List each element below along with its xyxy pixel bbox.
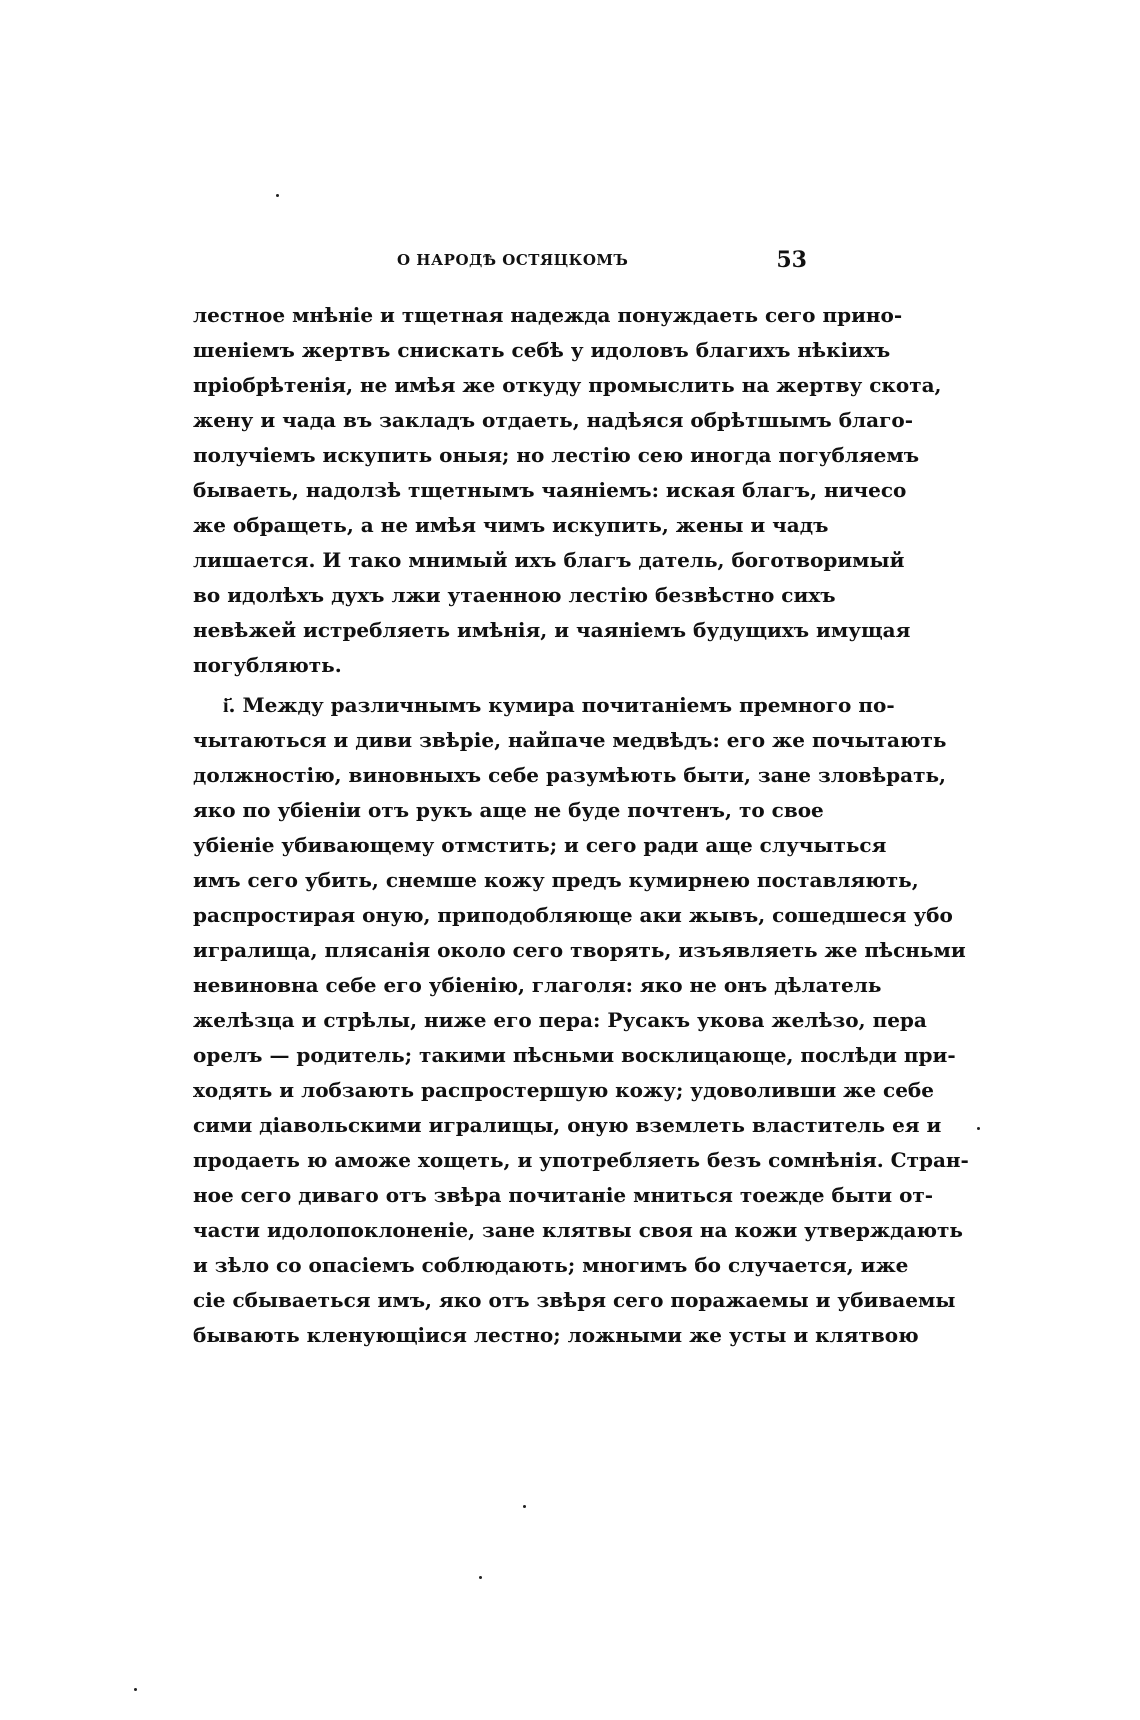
text-line: же обращеть, а не имѣя чимъ искупить, жены и чадъ — [193, 513, 829, 537]
text-line: ходять и лобзають распростершую кожу; удоволивши же себе — [193, 1078, 934, 1102]
text-line: части идолопоклоненіе, зане клятвы своя на кожи утверждають — [193, 1218, 963, 1242]
text-line: распростирая оную, приподобляюще аки жывъ, сошедшеся убо — [193, 903, 953, 927]
running-head — [195, 247, 807, 277]
text-line: жену и чада въ закладъ отдаеть, надѣяся обрѣтшымъ благо- — [193, 408, 913, 432]
text-line: бывають кленующіися лестно; ложными же усты и клятвою — [193, 1323, 919, 1347]
text-line: сими діавольскими игралищы, оную вземлеть властитель ея и — [193, 1113, 942, 1137]
text-line: невѣжей истребляеть имѣнія, и чаяніемъ будущихъ имущая — [193, 618, 911, 642]
text-line: продаеть ю аможе хощеть, и употребляеть безъ сомнѣнія. Стран- — [193, 1148, 969, 1172]
scan-speck — [479, 1576, 482, 1579]
text-line: имъ сего убить, снемше кожу предъ кумирнею поставляють, — [193, 868, 919, 892]
text-line: і҃. Между различнымъ кумира почитаніемъ премного по- — [223, 693, 895, 717]
text-line: ное сего диваго отъ звѣра почитаніе мниться тоежде быти от- — [193, 1183, 934, 1207]
text-line: игралища, плясанія около сего творять, изъявляеть же пѣсньми — [193, 938, 966, 962]
scan-speck — [276, 194, 279, 197]
scan-speck — [523, 1505, 526, 1508]
text-line: получіемъ искупить оныя; но лестію сею иногда погубляемъ — [193, 443, 920, 467]
text-line: погубляють. — [193, 653, 342, 677]
text-line: орелъ — родитель; такими пѣсньми восклицающе, послѣди при- — [193, 1043, 956, 1067]
text-line: чытаються и диви звѣріе, найпаче медвѣдъ: его же почытають — [193, 728, 947, 752]
running-title: О НАРОДѢ ОСТЯЦКОМЪ — [397, 251, 629, 269]
text-line: бываеть, надолзѣ тщетнымъ чаяніемъ: иская благъ, ничесо — [193, 478, 907, 502]
page-number: 53 — [776, 247, 807, 273]
body-text — [193, 298, 969, 1353]
text-line: и зѣло со опасіемъ соблюдають; многимъ бо случается, иже — [193, 1253, 909, 1277]
text-line: желѣзца и стрѣлы, ниже его пера: Русакъ укова желѣзо, пера — [193, 1008, 927, 1032]
text-line: шеніемъ жертвъ снискать себѣ у идоловъ благихъ нѣкіихъ — [193, 338, 891, 362]
text-line: лестное мнѣніе и тщетная надежда понуждаеть сего прино- — [193, 303, 903, 327]
text-line: пріобрѣтенія, не имѣя же откуду промыслить на жертву скота, — [193, 373, 942, 397]
text-line: яко по убіеніи отъ рукъ аще не буде почтенъ, то свое — [193, 798, 824, 822]
text-line: лишается. И тако мнимый ихъ благъ датель, боготворимый — [193, 548, 905, 572]
text-line: во идолѣхъ духъ лжи утаенною лестію безвѣстно сихъ — [193, 583, 836, 607]
text-line: невиновна себе его убіенію, глаголя: яко не онъ дѣлатель — [193, 973, 882, 997]
text-line: убіеніе убивающему отмстить; и сего ради аще случыться — [193, 833, 887, 857]
scan-speck — [134, 1688, 137, 1691]
paragraph-2 — [193, 688, 969, 1353]
text-line: должностію, виновныхъ себе разумѣють быти, зане зловѣрать, — [193, 763, 947, 787]
text-line: сіе сбываеться имъ, яко отъ звѣря сего поражаемы и убиваемы — [193, 1288, 956, 1312]
scan-speck — [977, 1127, 980, 1130]
paragraph-1 — [193, 298, 942, 683]
